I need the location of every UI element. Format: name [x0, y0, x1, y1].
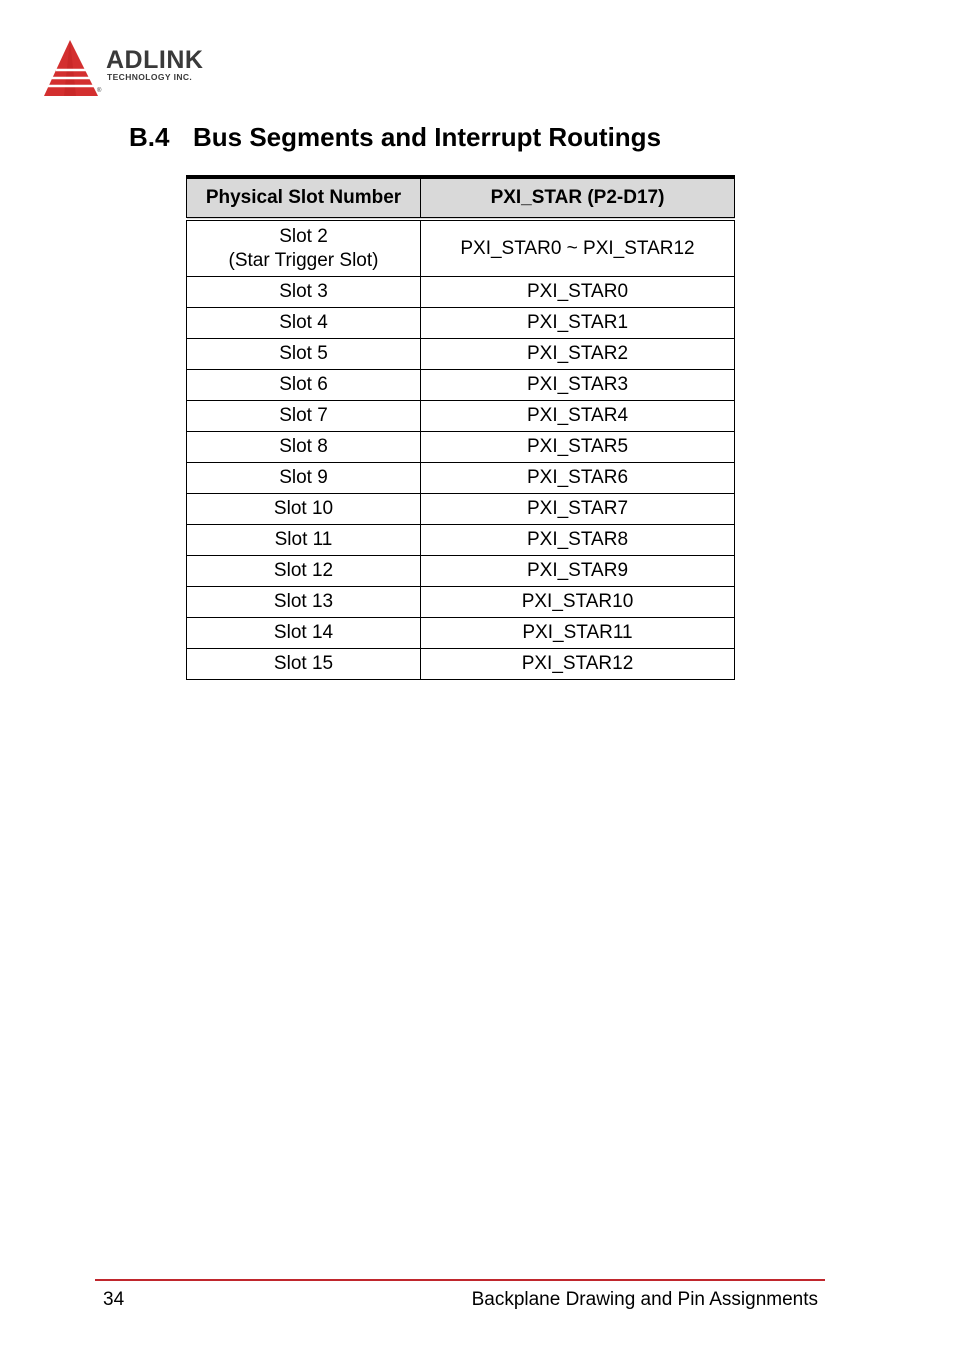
star-cell: PXI_STAR7 [421, 494, 735, 525]
star-cell: PXI_STAR5 [421, 432, 735, 463]
table-row [187, 463, 735, 494]
slot-cell: Slot 7 [187, 401, 421, 432]
star-cell: PXI_STAR9 [421, 556, 735, 587]
slot-cell: Slot 9 [187, 463, 421, 494]
table-row [187, 525, 735, 556]
slot-cell: Slot 8 [187, 432, 421, 463]
table-row [187, 556, 735, 587]
star-cell: PXI_STAR4 [421, 401, 735, 432]
table-row [187, 308, 735, 339]
footer-rule [95, 1279, 825, 1281]
pxi-star-table-container [186, 175, 734, 680]
logo-name: ADLINK [106, 46, 204, 74]
page-number: 34 [103, 1289, 125, 1310]
table-row [187, 587, 735, 618]
star-cell: PXI_STAR1 [421, 308, 735, 339]
star-cell: PXI_STAR0 ~ PXI_STAR12 [421, 219, 735, 277]
table-row [187, 277, 735, 308]
slot-cell-line1: Slot 2 [279, 225, 328, 247]
slot-cell: Slot 15 [187, 649, 421, 680]
slot-cell: Slot 5 [187, 339, 421, 370]
slot-cell-line2: (Star Trigger Slot) [228, 249, 379, 271]
slot-cell: Slot 3 [187, 277, 421, 308]
table-row [187, 432, 735, 463]
section-title [129, 121, 661, 153]
slot-cell: Slot 11 [187, 525, 421, 556]
table-row [187, 370, 735, 401]
table-row [187, 494, 735, 525]
table-row [187, 618, 735, 649]
slot-cell [187, 219, 421, 277]
star-cell: PXI_STAR10 [421, 587, 735, 618]
star-cell: PXI_STAR6 [421, 463, 735, 494]
header-pxi-star: PXI_STAR (P2-D17) [421, 177, 735, 219]
slot-cell: Slot 4 [187, 308, 421, 339]
table-row [187, 649, 735, 680]
adlink-triangle-icon [42, 38, 104, 100]
footer-chapter-title: Backplane Drawing and Pin Assignments [471, 1289, 818, 1310]
slot-cell: Slot 12 [187, 556, 421, 587]
star-cell: PXI_STAR12 [421, 649, 735, 680]
logo-registered-mark: ® [97, 88, 102, 94]
slot-cell: Slot 13 [187, 587, 421, 618]
slot-cell: Slot 10 [187, 494, 421, 525]
header-physical-slot: Physical Slot Number [187, 177, 421, 219]
table-row [187, 339, 735, 370]
table-row [187, 219, 735, 277]
star-cell: PXI_STAR11 [421, 618, 735, 649]
section-title-text: Bus Segments and Interrupt Routings [193, 122, 662, 152]
logo-subtitle: TECHNOLOGY INC. [107, 72, 193, 82]
star-cell: PXI_STAR2 [421, 339, 735, 370]
table-row [187, 401, 735, 432]
star-cell: PXI_STAR3 [421, 370, 735, 401]
adlink-logo [42, 38, 242, 100]
pxi-star-table [186, 175, 735, 680]
table-header-row [187, 177, 735, 219]
slot-cell: Slot 14 [187, 618, 421, 649]
star-cell: PXI_STAR0 [421, 277, 735, 308]
section-number: B.4 [129, 122, 170, 152]
star-cell: PXI_STAR8 [421, 525, 735, 556]
slot-cell: Slot 6 [187, 370, 421, 401]
